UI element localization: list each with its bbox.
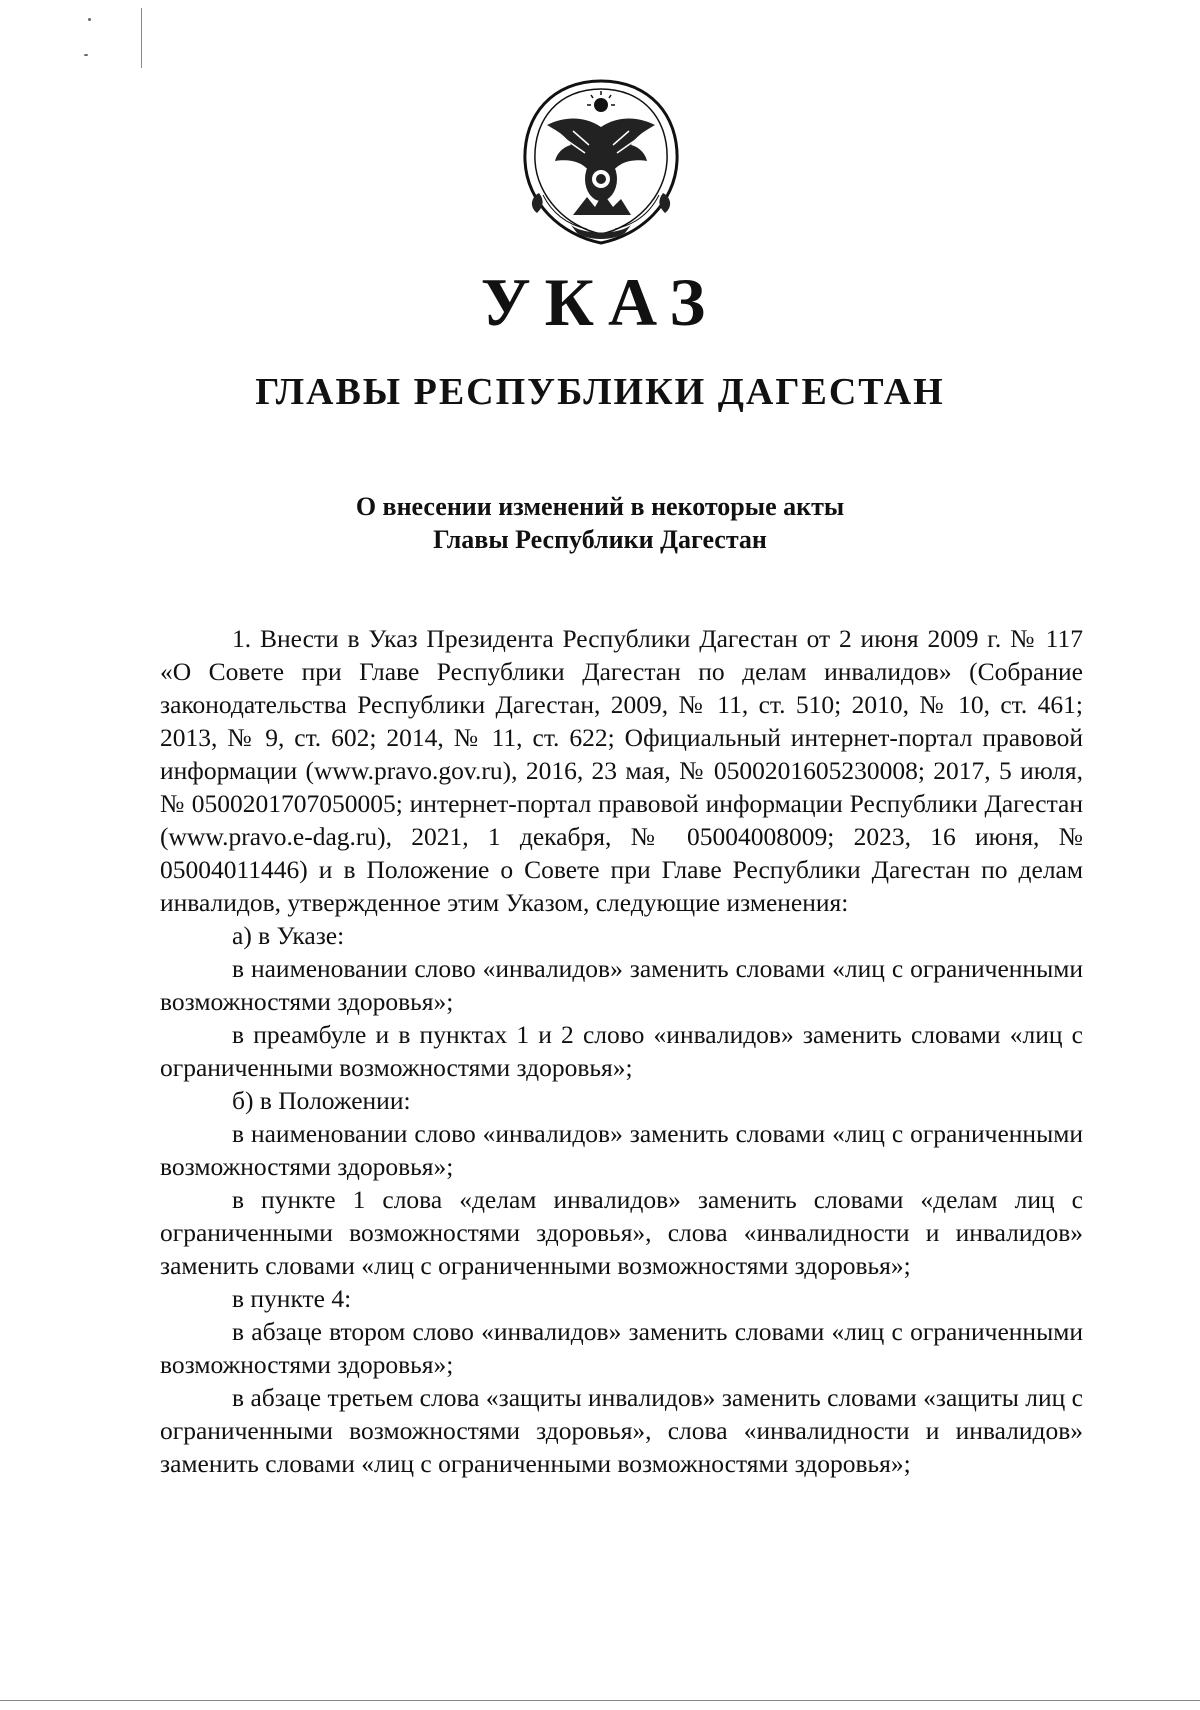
body-paragraph: в пункте 4: xyxy=(232,1284,352,1313)
scan-artifact xyxy=(0,1700,1200,1701)
subject-line: О внесении изменений в некоторые акты xyxy=(355,492,845,521)
subject-line: Главы Республики Дагестан xyxy=(433,525,767,554)
scan-artifact xyxy=(141,8,142,68)
body-paragraph: б) в Положении: xyxy=(232,1086,411,1115)
document-issuer: ГЛАВЫ РЕСПУБЛИКИ ДАГЕСТАН xyxy=(255,371,945,413)
body-paragraph: в наименовании слово «инвалидов» заменить словами «лиц с ограниченными возможностями здоровья»; xyxy=(160,954,1083,1016)
body-paragraph: 1. Внести в Указ Президента Республики Дагестан от 2 июня 2009 г. № 117 «О Совете при Главе Республики Дагестан по делам инвалидов» (Собрание законодательства Республики Дагестан, 2009, № 11, ст. 510; 2010, № 10, ст. 461; 2013, № 9, ст. 602; 2014, № 11, ст. 622; Официальный интернет-портал правовой информации (www.pravo.gov.ru), 2016, 23 мая, № 0500201605230008; 2017, 5 июля, № 0500201707050005; интернет-портал правовой информации Республики Дагестан (www.pravo.e-dag.ru), 2021, 1 декабря, № 05004008009; 2023, 16 июня, № 05004011446) и в Положение о Совете при Главе Республики Дагестан по делам инвалидов, утвержденное этим Указом, следующие изменения: xyxy=(160,624,1083,917)
document-title: УКАЗ xyxy=(480,264,720,340)
body-paragraph: в абзаце третьем слова «защиты инвалидов» заменить словами «защиты лиц с ограниченными возможностями здоровья», слова «инвалидности и инвалидов» заменить словами «лиц с ограниченными возможностями здоровья»; xyxy=(160,1383,1083,1478)
body-paragraph: в абзаце втором слово «инвалидов» заменить словами «лиц с ограниченными возможностями здоровья»; xyxy=(160,1317,1083,1379)
document-body xyxy=(160,622,1083,1480)
scan-artifact xyxy=(84,54,88,56)
coat-of-arms-of-dagestan-icon xyxy=(513,75,689,251)
body-paragraph: в пункте 1 слова «делам инвалидов» заменить словами «делам лиц с ограниченными возможностями здоровья», слова «инвалидности и инвалидов» заменить словами «лиц с ограниченными возможностями здоровья»; xyxy=(160,1185,1083,1280)
body-paragraph: в преамбуле и в пунктах 1 и 2 слово «инвалидов» заменить словами «лиц с ограниченными возможностями здоровья»; xyxy=(160,1020,1083,1082)
document-subject xyxy=(0,490,1200,556)
body-paragraph: в наименовании слово «инвалидов» заменить словами «лиц с ограниченными возможностями здоровья»; xyxy=(160,1119,1083,1181)
scan-artifact xyxy=(88,18,91,21)
body-paragraph: а) в Указе: xyxy=(232,921,345,950)
